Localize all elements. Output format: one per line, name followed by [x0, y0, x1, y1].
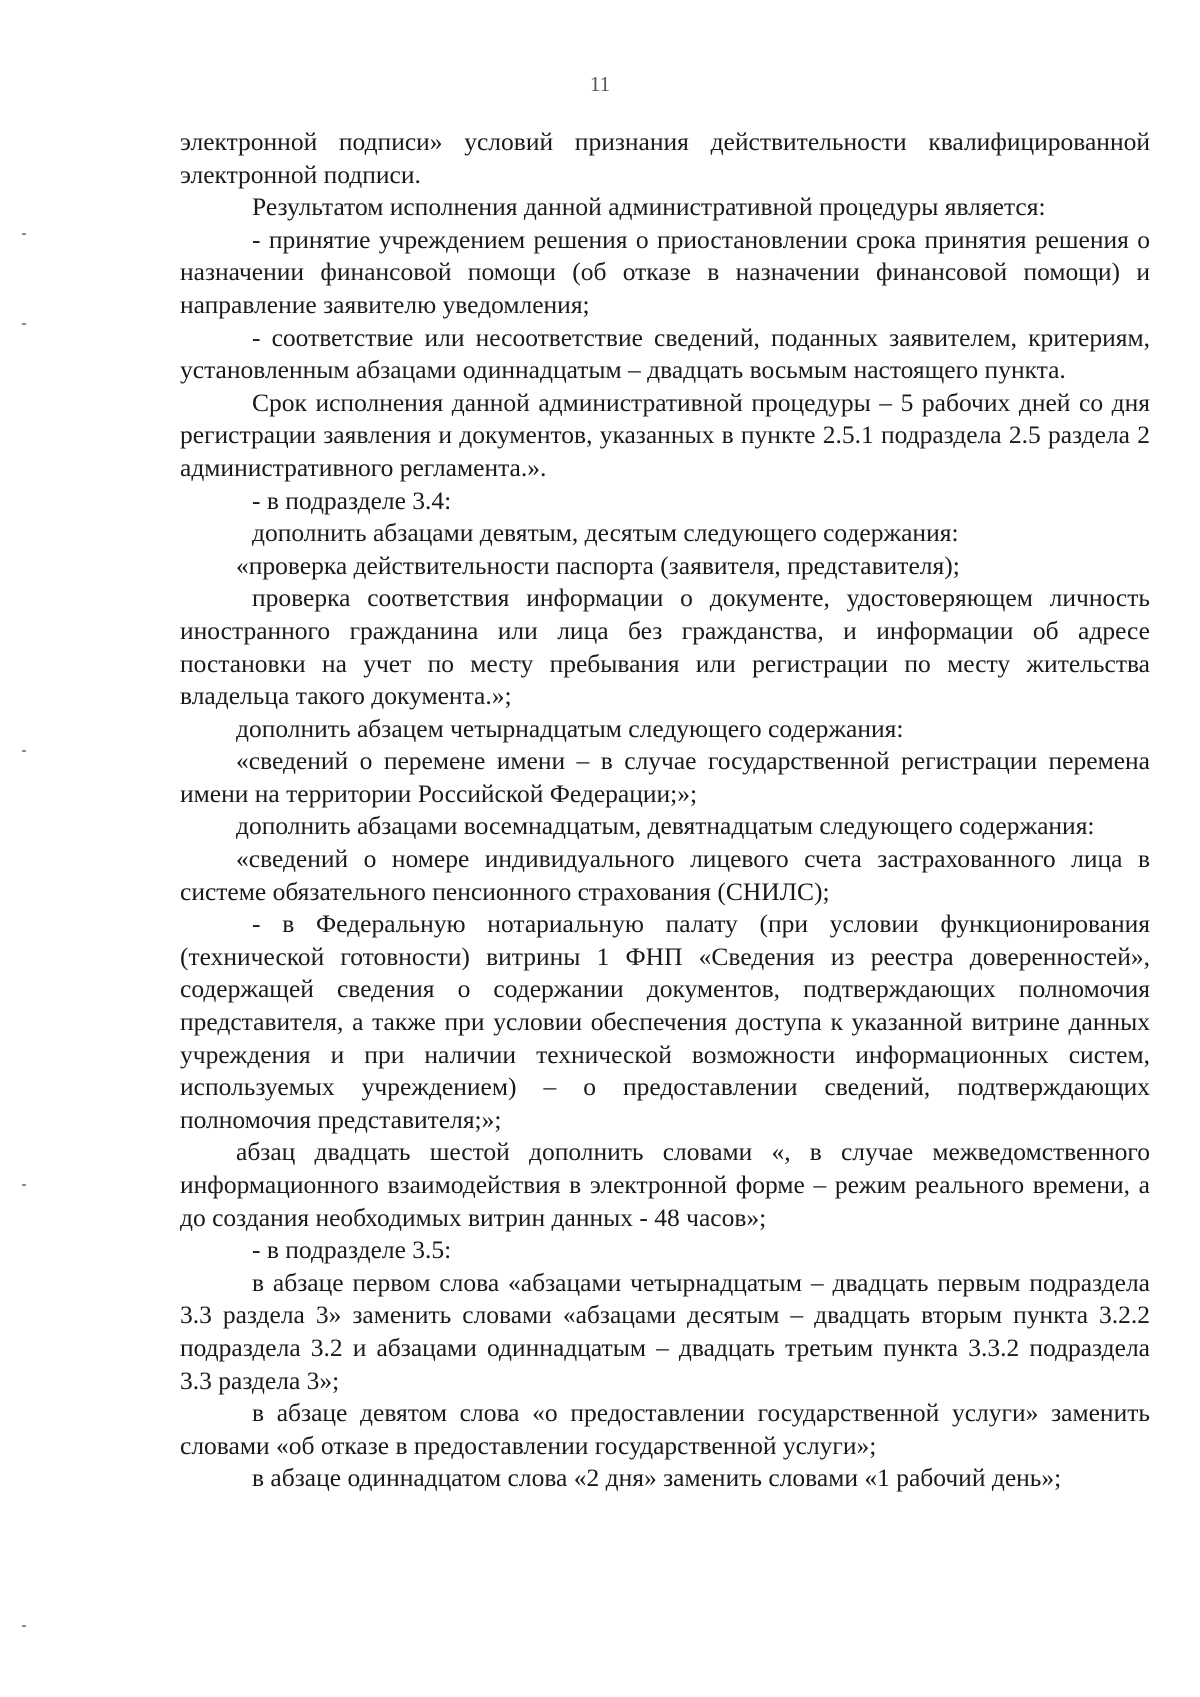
margin-scan-mark [22, 1184, 26, 1186]
paragraph: «сведений о номере индивидуального лицевого счета застрахованного лица в системе обязательного пенсионного страхования (СНИЛС); [180, 844, 1150, 906]
paragraph: в абзаце первом слова «абзацами четырнадцатым – двадцать первым подраздела 3.3 раздела 3» заменить словами «абзацами десятым – двадцать вторым пункта 3.2.2 подраздела 3.2 и абзацами одиннадцатым – двадцать третьим пункта 3.3.2 подраздела 3.3 раздела 3»; [180, 1267, 1150, 1395]
paragraph: проверка соответствия информации о документе, удостоверяющем личность иностранного гражданина или лица без гражданства, и информации об адресе постановки на учет по месту пребывания или регистрации по месту жительства владельца такого документа.»; [180, 583, 1150, 711]
margin-scan-mark [22, 1625, 26, 1627]
paragraph: «проверка действительности паспорта (заявителя, представителя); [236, 550, 960, 580]
paragraph: дополнить абзацами восемнадцатым, девятнадцатым следующего содержания: [236, 811, 1095, 841]
margin-scan-mark [22, 323, 26, 325]
paragraph: Срок исполнения данной административной процедуры – 5 рабочих дней со дня регистрации заявления и документов, указанных в пункте 2.5.1 подраздела 2.5 раздела 2 административного регламента.». [180, 387, 1150, 482]
paragraph: дополнить абзацем четырнадцатым следующего содержания: [236, 713, 904, 743]
page-number: 11 [589, 72, 611, 96]
paragraph: абзац двадцать шестой дополнить словами «, в случае межведомственного информационного взаимодействия в электронной форме – режим реального времени, а до создания необходимых витрин данных - 48 часов»; [180, 1137, 1150, 1232]
paragraph: - в Федеральную нотариальную палату (при условии функционирования (технической готовности) витрины 1 ФНП «Сведения из реестра доверенностей», содержащей сведения о содержании документов, подтверждающих полномочия представителя, а также при условии обеспечения доступа к указанной витрине данных учреждения и при наличии технической возможности информационных систем, используемых учреждением) – о предоставлении сведений, подтверждающих полномочия представителя;»; [180, 909, 1150, 1134]
margin-scan-mark [22, 233, 26, 235]
paragraph: дополнить абзацами девятым, десятым следующего содержания: [252, 518, 959, 548]
paragraph: «сведений о перемене имени – в случае государственной регистрации перемена имени на территории Российской Федерации;»; [180, 746, 1150, 808]
paragraph: - соответствие или несоответствие сведений, поданных заявителем, критериям, установленным абзацами одиннадцатым – двадцать восьмым настоящего пункта. [180, 322, 1150, 385]
paragraph: в абзаце одиннадцатом слова «2 дня» заменить словами «1 рабочий день»; [252, 1463, 1062, 1493]
paragraph: - принятие учреждением решения о приостановлении срока принятия решения о назначении финансовой помощи (об отказе в назначении финансовой помощи) и направление заявителю уведомления; [180, 224, 1150, 319]
paragraph: в абзаце девятом слова «о предоставлении государственной услуги» заменить словами «об отказе в предоставлении государственной услуги»; [180, 1398, 1150, 1460]
paragraph: - в подразделе 3.5: [252, 1235, 452, 1265]
paragraph: электронной подписи» условий признания действительности квалифицированной электронной подписи. [180, 127, 1150, 189]
paragraph: Результатом исполнения данной административной процедуры является: [252, 192, 1046, 222]
document-body [180, 126, 1150, 1495]
paragraph: - в подразделе 3.4: [252, 485, 452, 515]
margin-scan-mark [22, 750, 26, 752]
